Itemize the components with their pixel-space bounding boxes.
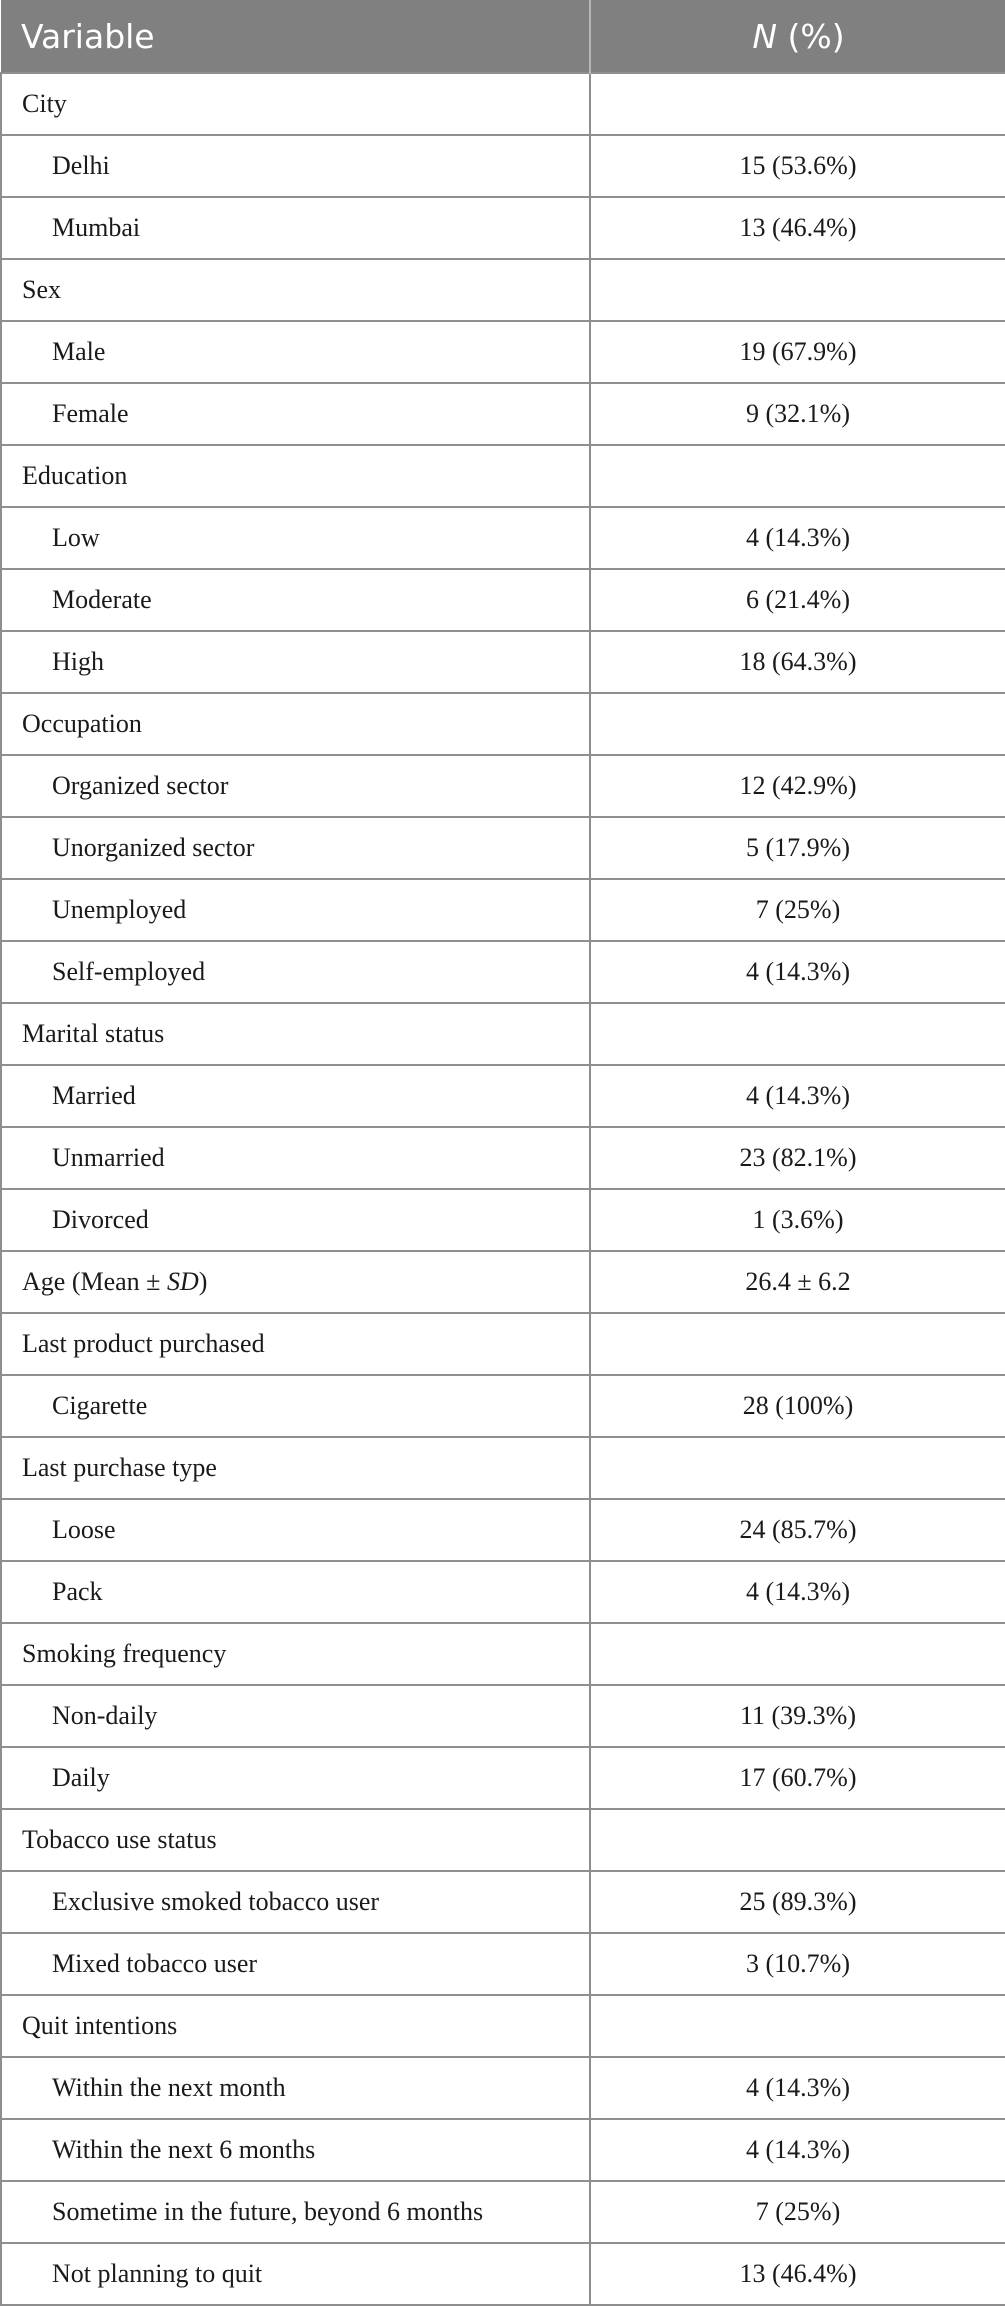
header-pct: (%) xyxy=(777,16,845,56)
row-value: 4 (14.3%) xyxy=(590,2057,1005,2119)
category-value-empty xyxy=(590,693,1005,755)
category-label: City xyxy=(1,73,590,135)
row-label: Married xyxy=(1,1065,590,1127)
category-row-smoking-frequency xyxy=(1,1623,1005,1685)
row-value: 6 (21.4%) xyxy=(590,569,1005,631)
row-label: Sometime in the future, beyond 6 months xyxy=(1,2181,590,2243)
table-row xyxy=(1,135,1005,197)
row-value: 24 (85.7%) xyxy=(590,1499,1005,1561)
category-value-empty xyxy=(590,73,1005,135)
category-value-empty xyxy=(590,445,1005,507)
table-row xyxy=(1,2119,1005,2181)
row-value: 7 (25%) xyxy=(590,2181,1005,2243)
category-label: Last product purchased xyxy=(1,1313,590,1375)
table-row xyxy=(1,1685,1005,1747)
category-label: Smoking frequency xyxy=(1,1623,590,1685)
row-value: 4 (14.3%) xyxy=(590,2119,1005,2181)
row-value: 23 (82.1%) xyxy=(590,1127,1005,1189)
category-row-occupation xyxy=(1,693,1005,755)
category-row-marital-status xyxy=(1,1003,1005,1065)
row-label: Delhi xyxy=(1,135,590,197)
row-label: Not planning to quit xyxy=(1,2243,590,2305)
row-label: Pack xyxy=(1,1561,590,1623)
table-row xyxy=(1,1561,1005,1623)
row-value: 9 (32.1%) xyxy=(590,383,1005,445)
row-label: Mumbai xyxy=(1,197,590,259)
age-label-prefix: Age (Mean ± xyxy=(22,1267,167,1296)
row-value: 28 (100%) xyxy=(590,1375,1005,1437)
table-row xyxy=(1,2243,1005,2305)
row-value: 13 (46.4%) xyxy=(590,197,1005,259)
table-header-row xyxy=(1,0,1005,73)
table-row xyxy=(1,1375,1005,1437)
table-row xyxy=(1,879,1005,941)
row-label: Self-employed xyxy=(1,941,590,1003)
table-row xyxy=(1,2057,1005,2119)
table-row xyxy=(1,817,1005,879)
row-label: Exclusive smoked tobacco user xyxy=(1,1871,590,1933)
row-label: Cigarette xyxy=(1,1375,590,1437)
row-value: 4 (14.3%) xyxy=(590,941,1005,1003)
row-value: 11 (39.3%) xyxy=(590,1685,1005,1747)
category-row-tobacco-use-status xyxy=(1,1809,1005,1871)
table-row xyxy=(1,755,1005,817)
category-row-education xyxy=(1,445,1005,507)
table-row xyxy=(1,1871,1005,1933)
category-label: Last purchase type xyxy=(1,1437,590,1499)
row-value: 7 (25%) xyxy=(590,879,1005,941)
row-value: 4 (14.3%) xyxy=(590,507,1005,569)
table-row xyxy=(1,2181,1005,2243)
category-value-empty xyxy=(590,1437,1005,1499)
category-row-last-product xyxy=(1,1313,1005,1375)
category-value-empty xyxy=(590,259,1005,321)
row-label: Daily xyxy=(1,1747,590,1809)
table-row xyxy=(1,941,1005,1003)
table-row xyxy=(1,1189,1005,1251)
table-row xyxy=(1,383,1005,445)
age-label xyxy=(1,1251,590,1313)
row-label: Within the next month xyxy=(1,2057,590,2119)
category-label: Tobacco use status xyxy=(1,1809,590,1871)
category-value-empty xyxy=(590,1003,1005,1065)
row-value: 18 (64.3%) xyxy=(590,631,1005,693)
row-value: 12 (42.9%) xyxy=(590,755,1005,817)
category-label: Sex xyxy=(1,259,590,321)
table-row xyxy=(1,1499,1005,1561)
row-label: Within the next 6 months xyxy=(1,2119,590,2181)
category-value-empty xyxy=(590,1809,1005,1871)
age-value: 26.4 ± 6.2 xyxy=(590,1251,1005,1313)
row-label: Moderate xyxy=(1,569,590,631)
age-label-sd: SD xyxy=(166,1267,199,1296)
row-label: Loose xyxy=(1,1499,590,1561)
category-value-empty xyxy=(590,1313,1005,1375)
table-row xyxy=(1,1065,1005,1127)
row-label: Unmarried xyxy=(1,1127,590,1189)
row-label: Non-daily xyxy=(1,1685,590,1747)
category-label: Quit intentions xyxy=(1,1995,590,2057)
age-label-suffix: ) xyxy=(198,1267,208,1296)
row-value: 13 (46.4%) xyxy=(590,2243,1005,2305)
category-row-last-purchase-type xyxy=(1,1437,1005,1499)
row-value: 17 (60.7%) xyxy=(590,1747,1005,1809)
category-row-sex xyxy=(1,259,1005,321)
category-value-empty xyxy=(590,1995,1005,2057)
row-value: 25 (89.3%) xyxy=(590,1871,1005,1933)
category-label: Occupation xyxy=(1,693,590,755)
table-row xyxy=(1,507,1005,569)
table-row xyxy=(1,321,1005,383)
row-label: Mixed tobacco user xyxy=(1,1933,590,1995)
header-n-percent xyxy=(590,0,1005,73)
table-row xyxy=(1,631,1005,693)
table-row xyxy=(1,569,1005,631)
category-value-empty xyxy=(590,1623,1005,1685)
category-row-city xyxy=(1,73,1005,135)
category-label: Marital status xyxy=(1,1003,590,1065)
row-label: Unemployed xyxy=(1,879,590,941)
row-label: Divorced xyxy=(1,1189,590,1251)
row-value: 4 (14.3%) xyxy=(590,1561,1005,1623)
row-label: Male xyxy=(1,321,590,383)
row-value: 19 (67.9%) xyxy=(590,321,1005,383)
category-row-age xyxy=(1,1251,1005,1313)
row-label: Female xyxy=(1,383,590,445)
row-value: 4 (14.3%) xyxy=(590,1065,1005,1127)
row-value: 5 (17.9%) xyxy=(590,817,1005,879)
row-label: Unorganized sector xyxy=(1,817,590,879)
table-row xyxy=(1,1747,1005,1809)
table-row xyxy=(1,1127,1005,1189)
header-variable: Variable xyxy=(1,0,590,73)
category-label: Education xyxy=(1,445,590,507)
header-n: N xyxy=(752,16,778,56)
table-row xyxy=(1,1933,1005,1995)
row-label: Low xyxy=(1,507,590,569)
category-row-quit-intentions xyxy=(1,1995,1005,2057)
row-label: Organized sector xyxy=(1,755,590,817)
row-value: 3 (10.7%) xyxy=(590,1933,1005,1995)
row-label: High xyxy=(1,631,590,693)
row-value: 15 (53.6%) xyxy=(590,135,1005,197)
row-value: 1 (3.6%) xyxy=(590,1189,1005,1251)
table-row xyxy=(1,197,1005,259)
